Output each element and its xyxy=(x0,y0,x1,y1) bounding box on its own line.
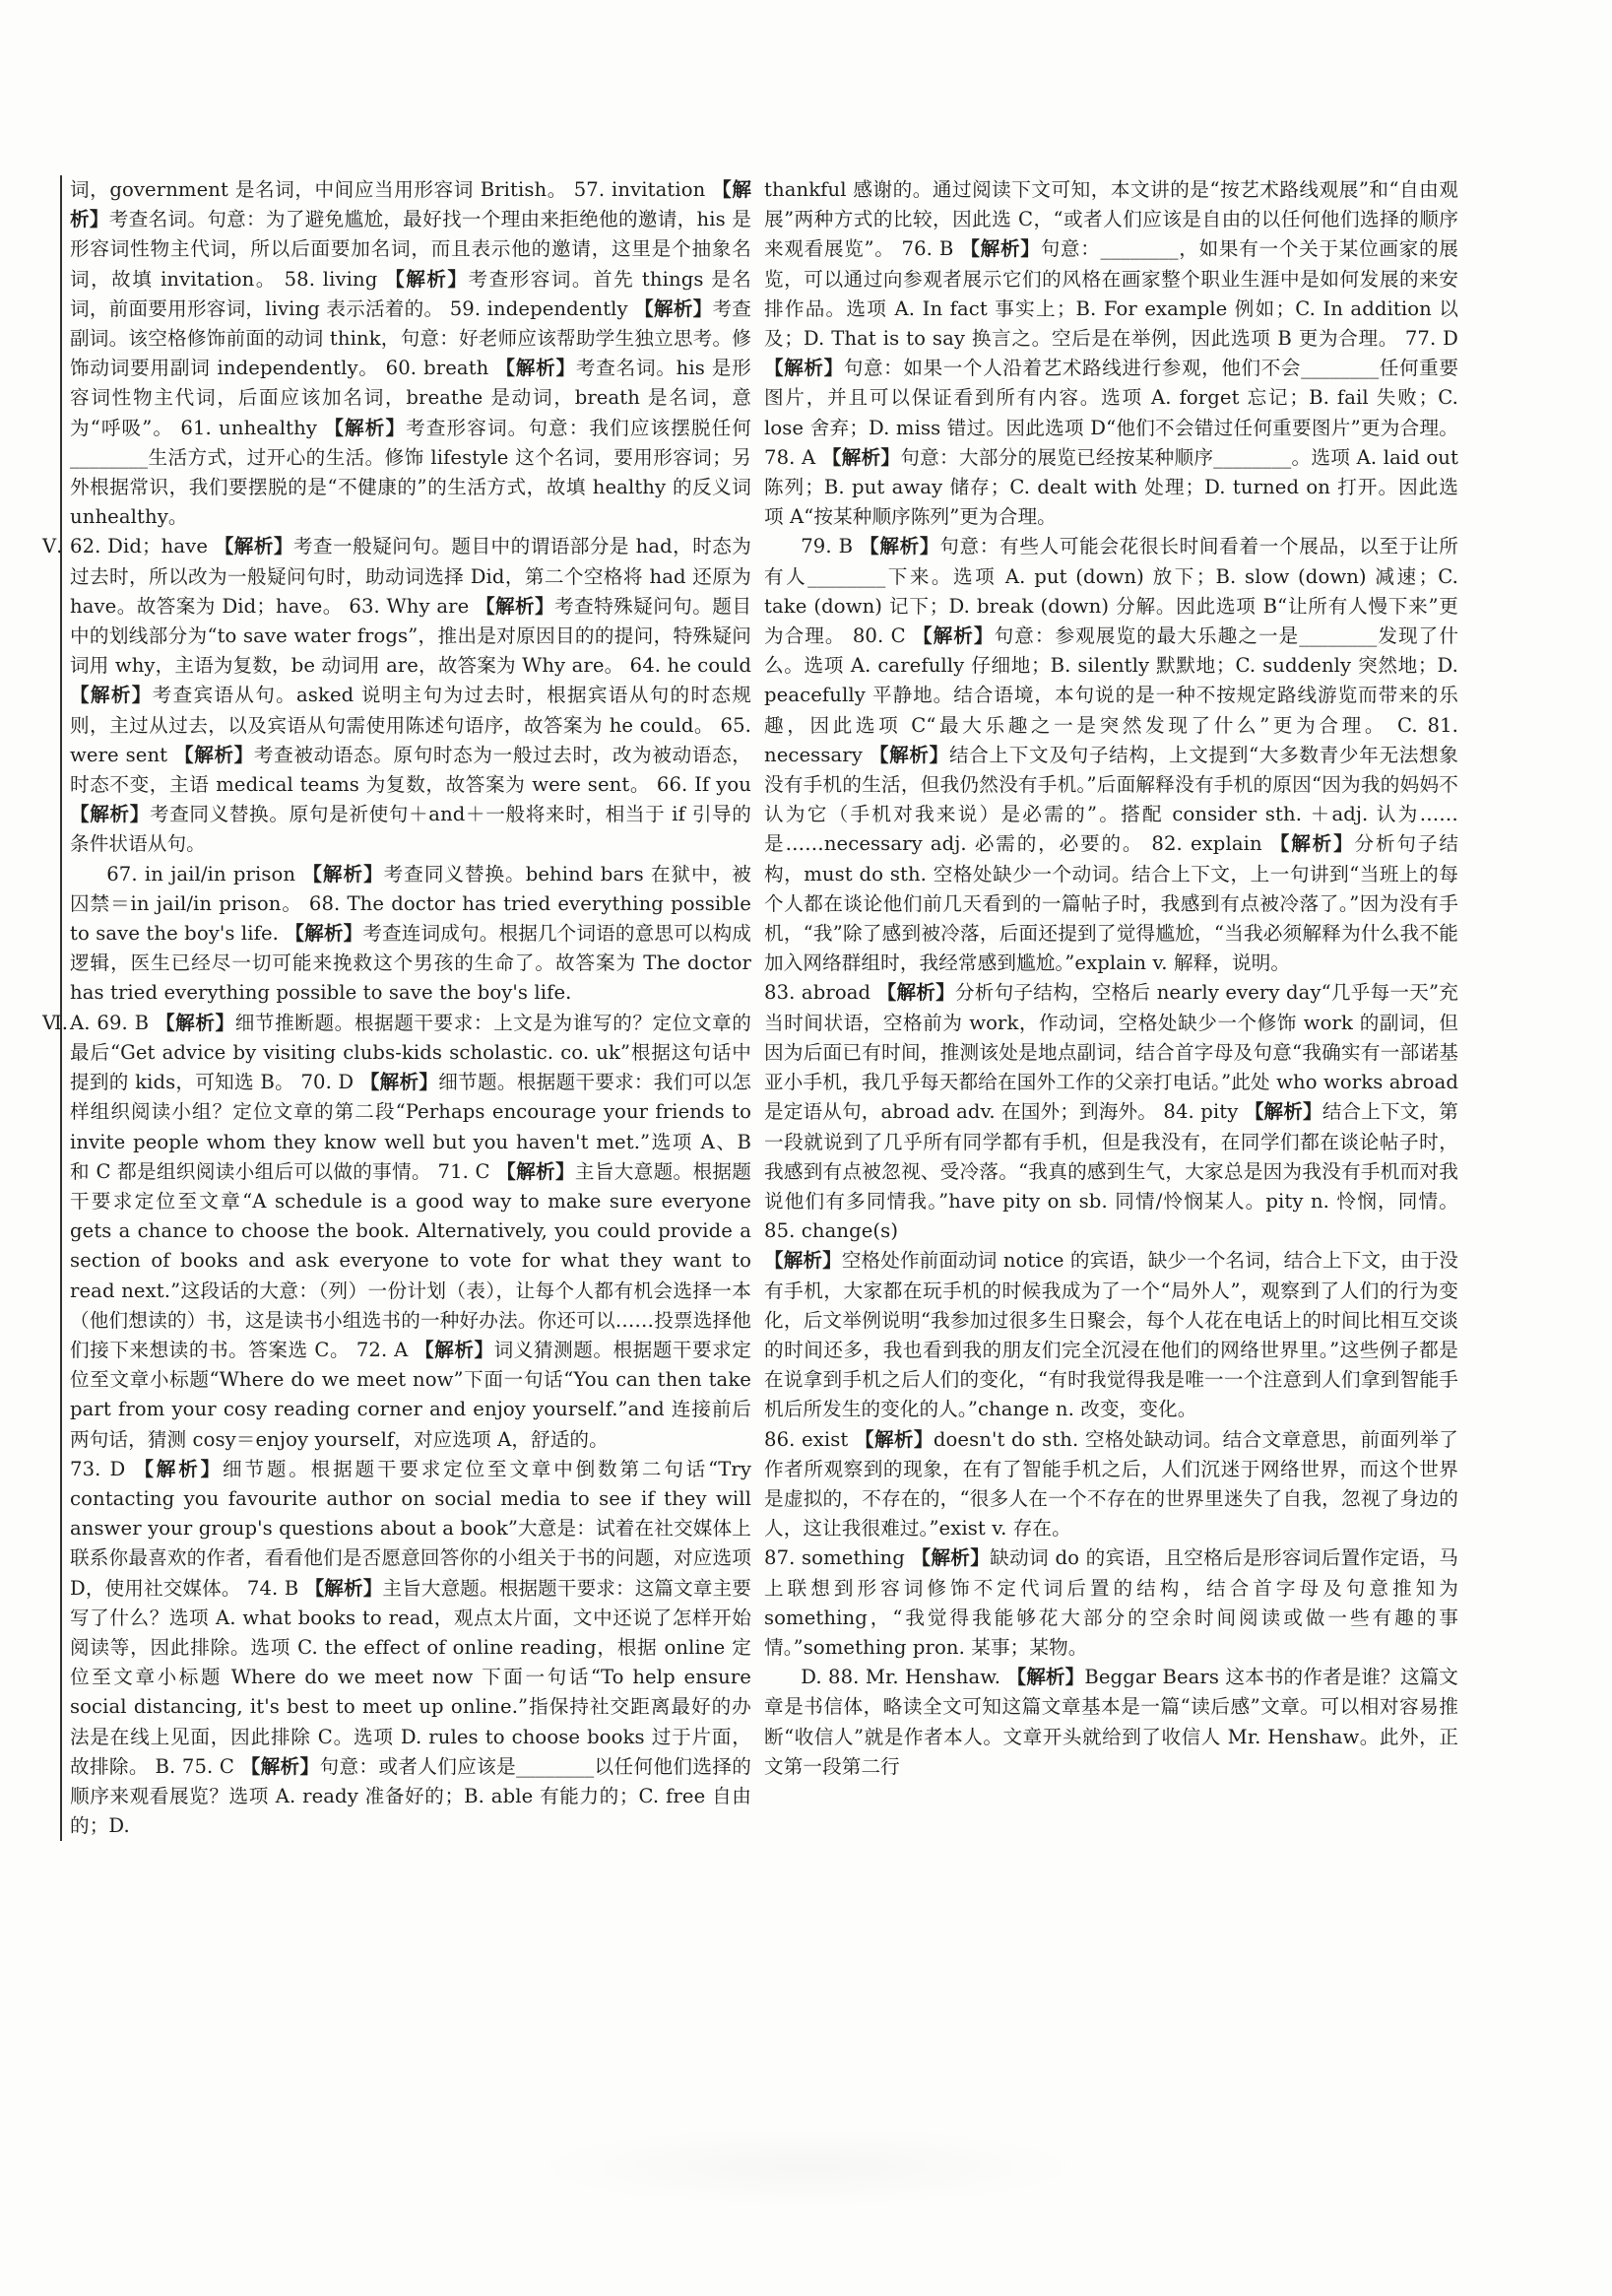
left-paragraph-2 xyxy=(42,532,752,859)
analysis-tag: 【解析】 xyxy=(869,743,949,766)
analysis-tag: 【解析】 xyxy=(302,862,384,886)
left-paragraph-1: 词，government 是名词，中间应当用形容词 British。 57. invitation 【解析】考查名词。句意：为了避免尴尬，最好找一个理由来拒绝他的邀请，his 是形容词性物主代词，所以后面要加名词，而且表示他的邀请，这里是个抽象名词，故填 invitation。 58. living 【解析】考查形容词。首先 things 是名词，前面要用形容词，living 表示活着的。 59. independently 【解析】考查副词。该空格修饰前面的动词 think，句意：好老师应该帮助学生独立思考。修饰动词要用副词 independently。 60. breath 【解析】考查名词。his 是形容词性物主代词，后面应该加名词，breathe 是动词，breath 是名词，意为“呼吸”。 61. unhealthy 【解析】考查形容词。句意：我们应该摆脱任何________生活方式，过开心的生活。修饰 lifestyle 这个名词，要用形容词；另外根据常识，我们要摆脱的是“不健康的”的生活方式，故填 healthy 的反义词 unhealthy。 xyxy=(70,178,752,529)
analysis-tag: 【解析】 xyxy=(1006,1666,1085,1689)
analysis-tag: 【解析】 xyxy=(285,922,363,946)
analysis-tag: 【解析】 xyxy=(70,178,752,231)
left-column xyxy=(42,175,752,1841)
analysis-tag: 【解析】 xyxy=(912,624,995,648)
left-paragraph-4-text: A. 69. B 【解析】细节推断题。根据题干要求：上文是为谁写的？定位文章的最后“Get advice by visiting clubs-kids scholastic. co. uk”根据这句话中提到的 kids，可知选 B。 70. D 【解析】细节题。根据题干要求：我们可以怎样组织阅读小组？定位文章的第二段“Perhaps encourage your friends to invite people whom they know well but you haven't met.”选项 A、B 和 C 都是组织阅读小组后可以做的事情。 71. C 【解析】主旨大意题。根据题干要求定位至文章“A schedule is a good way to make sure everyone gets a chance to choose the book. Alternatively, you could provide a section of books and ask everyone to vote for what they want to read next.”这段话的大意：（列）一份计划（表），让每个人都有机会选择一本（他们想读的）书，这是读书小组选书的一种好办法。你还可以……投票选择他们接下来想读的书。答案选 C。 72. A 【解析】词义猜测题。根据题干要求定位至文章小标题“Where do we meet now”下面一句话“You can then take part from your cosy reading corner and enjoy yourself.”and 连接前后两句话，猜测 cosy＝enjoy yourself，对应选项 A，舒适的。 xyxy=(70,1011,751,1451)
analysis-tag: 【解析】 xyxy=(240,1754,320,1778)
analysis-tag: 【解析】 xyxy=(495,357,576,380)
right-paragraph-7: D. 88. Mr. Henshaw. 【解析】Beggar Bears 这本书的作者是谁？这篇文章是书信体，略读全文可知这篇文章基本是一篇“读后感”文章。可以相对容易推断“收信人”就是作者本人。文章开头就给到了收信人 Mr. Henshaw。此外，正文第一段第二行 xyxy=(764,1666,1458,1778)
analysis-tag: 【解析】 xyxy=(174,743,254,766)
right-paragraph-3: 83. abroad 【解析】分析句子结构，空格后 nearly every day“几乎每一天”充当时间状语，空格前为 work，作动词，空格处缺少一个修饰 work 的副词，但因为后面已有时间，推测该处是地点副词，结合首字母及句意“我确实有一部诺基亚小手机，我几乎每天都给在国外工作的父亲打电话。”此处 who works abroad 是定语从句，abroad adv. 在国外；到海外。 84. pity 【解析】结合上下文，第一段就说到了几乎所有同学都有手机，但是我没有，在同学们都在谈论帖子时，我感到有点被忽视、受冷落。“我真的感到生气，大家总是因为我没有手机而对我说他们有多同情我。”have pity on sb. 同情/怜悯某人。pity n. 怜悯，同情。 85. change(s) xyxy=(764,981,1458,1243)
analysis-tag: 【解析】 xyxy=(359,1071,439,1094)
analysis-tag: 【解析】 xyxy=(634,296,713,320)
analysis-tag: 【解析】 xyxy=(1244,1100,1322,1124)
right-paragraph-5: 86. exist 【解析】doesn't do sth. 空格处缺动词。结合文章意思，前面列举了作者所观察到的现象，在有了智能手机之后，人们沉迷于网络世界，而这个世界是虚拟的，不存在的，“很多人在一个不存在的世界里迷失了自我，忽视了身边的人，这让我很难过。”exist v. 存在。 xyxy=(764,1427,1458,1541)
right-paragraph-1: thankful 感谢的。通过阅读下文可知，本文讲的是“按艺术路线观展”和“自由观展”两种方式的比较，因此选 C，“或者人们应该是自由的以任何他们选择的顺序来观看展览”。 76. B 【解析】句意：________，如果有一个关于某位画家的展览，可以通过向参观者展示它们的风格在画家整个职业生涯中是如何发展的来安排作品。选项 A. In fact 事实上；B. For example 例如；C. In addition 以及；D. That is to say 换言之。空后是在举例，因此选项 B 更为合理。 77. D 【解析】句意：如果一个人沿着艺术路线进行参观，他们不会________任何重要图片，并且可以保证看到所有内容。选项 A. forget 忘记；B. fail 失败；C. lose 舍弃；D. miss 错过。因此选项 D“他们不会错过任何重要图片”更为合理。 78. A 【解析】句意：大部分的展览已经按某种顺序________。选项 A. laid out 陈列；B. put away 储存；C. dealt with 处理；D. turned on 打开。因此选项 A“按某种顺序陈列”更为合理。 xyxy=(764,178,1459,529)
right-paragraph-6: 87. something 【解析】缺动词 do 的宾语，且空格后是形容词后置作定语，马上联想到形容词修饰不定代词后置的结构，结合首字母及句意推知为 something，“我觉得我能够花大部分的空余时间阅读或做一些有趣的事情。”something pron. 某事；某物。 xyxy=(764,1546,1458,1659)
analysis-tag: 【解析】 xyxy=(156,1011,235,1034)
left-paragraph-5: 73. D 【解析】细节题。根据题干要求定位至文章中倒数第二句话“Try contacting you favourite author on social media to see if they will answer your group's questions about a book”大意是：试着在社交媒体上联系你最喜欢的作者，看看他们是否愿意回答你的小组关于书的问题，对应选项 D，使用社交媒体。 74. B 【解析】主旨大意题。根据题干要求：这篇文章主要写了什么？选项 A. what books to read，观点太片面，文中还说了怎样开始阅读等，因此排除。选项 C. the effect of online reading，根据 online 定位至文章小标题 Where do we meet now 下面一句话“To help ensure social distancing, it's best to meet up online.”指保持社交距离最好的办法是在线上见面，因此排除 C。选项 D. rules to choose books 过于片面，故排除。 B. 75. C 【解析】句意：或者人们应该是________以任何他们选择的顺序来观看展览？选项 A. ready 准备好的；B. able 有能力的；C. free 自由的；D. xyxy=(70,1457,752,1838)
analysis-tag: 【解析】 xyxy=(475,594,555,618)
left-paragraph-4 xyxy=(42,1009,751,1455)
scan-shadow xyxy=(532,2128,1083,2206)
analysis-tag: 【解析】 xyxy=(821,445,901,469)
right-paragraph-2: 79. B 【解析】句意：有些人可能会花很长时间看着一个展品，以至于让所有人________下来。选项 A. put (down) 放下；B. slow (down) 减速；C. take (down) 记下；D. break (down) 分解。因此选项 B“让所有人慢下来”更为合理。 80. C 【解析】句意：参观展览的最大乐趣之一是________发现了什么。选项 A. carefully 仔细地；B. silently 默默地；C. suddenly 突然地；D. peacefully 平静地。结合语境，本句说的是一种不按规定路线游览而带来的乐趣，因此选项 C“最大乐趣之一是突然发现了什么”更为合理。 C. 81. necessary 【解析】结合上下文及句子结构，上文提到“大多数青少年无法想象没有手机的生活，但我仍然没有手机。”后面解释没有手机的原因“因为我的妈妈不认为它（手机对我来说）是必需的”。搭配 consider sth. ＋adj. 认为……是……necessary adj. 必需的，必要的。 82. explain 【解析】分析句子结构，must do sth. 空格处缺少一个动词。结合上下文，上一句讲到“当班上的每个人都在谈论他们前几天看到的一篇帖子时，我感到有点被冷落了。”因为没有手机，“我”除了感到被冷落，后面还提到了觉得尴尬，“当我必须解释为什么我不能加入网络群组时，我经常感到尴尬。”explain v. 解释，说明。 xyxy=(764,535,1459,975)
left-paragraph-2-text: 62. Did；have 【解析】考查一般疑问句。题目中的谓语部分是 had，时态为过去时，所以改为一般疑问句时，助动词选择 Did，第二个空格将 had 还原为 have。故答案为 Did；have。 63. Why are 【解析】考查特殊疑问句。题目中的划线部分为“to save water frogs”，推出是对原因目的的提问，特殊疑问词用 why，主语为复数，be 动词用 are，故答案为 Why are。 64. he could 【解析】考查宾语从句。asked 说明主句为过去时，根据宾语从句的时态规则，主过从过去，以及宾语从句需使用陈述句语序，故答案为 he could。 65. were sent 【解析】考查被动语态。原句时态为一般过去时，改为被动语态，时态不变，主语 medical teams 为复数，故答案为 were sent。 66. If you 【解析】考查同义替换。原句是祈使句＋and＋一般将来时，相当于 if 引导的条件状语从句。 xyxy=(70,535,752,856)
right-paragraph-4: 【解析】空格处作前面动词 notice 的宾语，缺少一个名词，结合上下文，由于没有手机，大家都在玩手机的时候我成为了一个“局外人”，观察到了人们的行为变化，后文举例说明“我参加过很多生日聚会，每个人花在电话上的时间比相互交谈的时间还多，我也看到我的朋友们完全沉浸在他们的网络世界里。”这些例子都是在说拿到手机之后人们的变化，“有时我觉得我是唯一一个注意到人们拿到智能手机后所发生的变化的人。”change n. 改变，变化。 xyxy=(764,1249,1458,1421)
analysis-tag: 【解析】 xyxy=(1269,832,1355,856)
analysis-tag: 【解析】 xyxy=(70,684,153,707)
analysis-tag: 【解析】 xyxy=(876,981,955,1005)
right-column xyxy=(764,175,1458,1782)
analysis-tag: 【解析】 xyxy=(860,535,940,558)
left-paragraph-3: 67. in jail/in prison 【解析】考查同义替换。behind bars 在狱中，被囚禁＝in jail/in prison。 68. The doctor has tried everything possible to save the boy's life. 【解析】考查连词成句。根据几个词语的意思可以构成逻辑，医生已经尽一切可能来挽救这个男孩的生命了。故答案为 The doctor has tried everything possible to save the boy's life. xyxy=(70,862,751,1005)
section-mark-vi: Ⅵ. xyxy=(42,1011,69,1034)
analysis-tag: 【解析】 xyxy=(764,357,844,380)
analysis-tag: 【解析】 xyxy=(960,237,1041,261)
analysis-tag: 【解析】 xyxy=(385,267,469,291)
analysis-tag: 【解析】 xyxy=(134,1457,224,1480)
analysis-tag: 【解析】 xyxy=(324,416,407,439)
analysis-tag: 【解析】 xyxy=(304,1576,383,1600)
analysis-tag: 【解析】 xyxy=(496,1159,575,1183)
section-mark-v: Ⅴ. xyxy=(42,535,63,558)
analysis-tag: 【解析】 xyxy=(855,1427,934,1451)
analysis-tag: 【解析】 xyxy=(415,1338,494,1361)
analysis-tag: 【解析】 xyxy=(70,803,150,826)
analysis-tag: 【解析】 xyxy=(764,1249,842,1273)
analysis-tag: 【解析】 xyxy=(911,1546,991,1570)
analysis-tag: 【解析】 xyxy=(214,535,293,558)
